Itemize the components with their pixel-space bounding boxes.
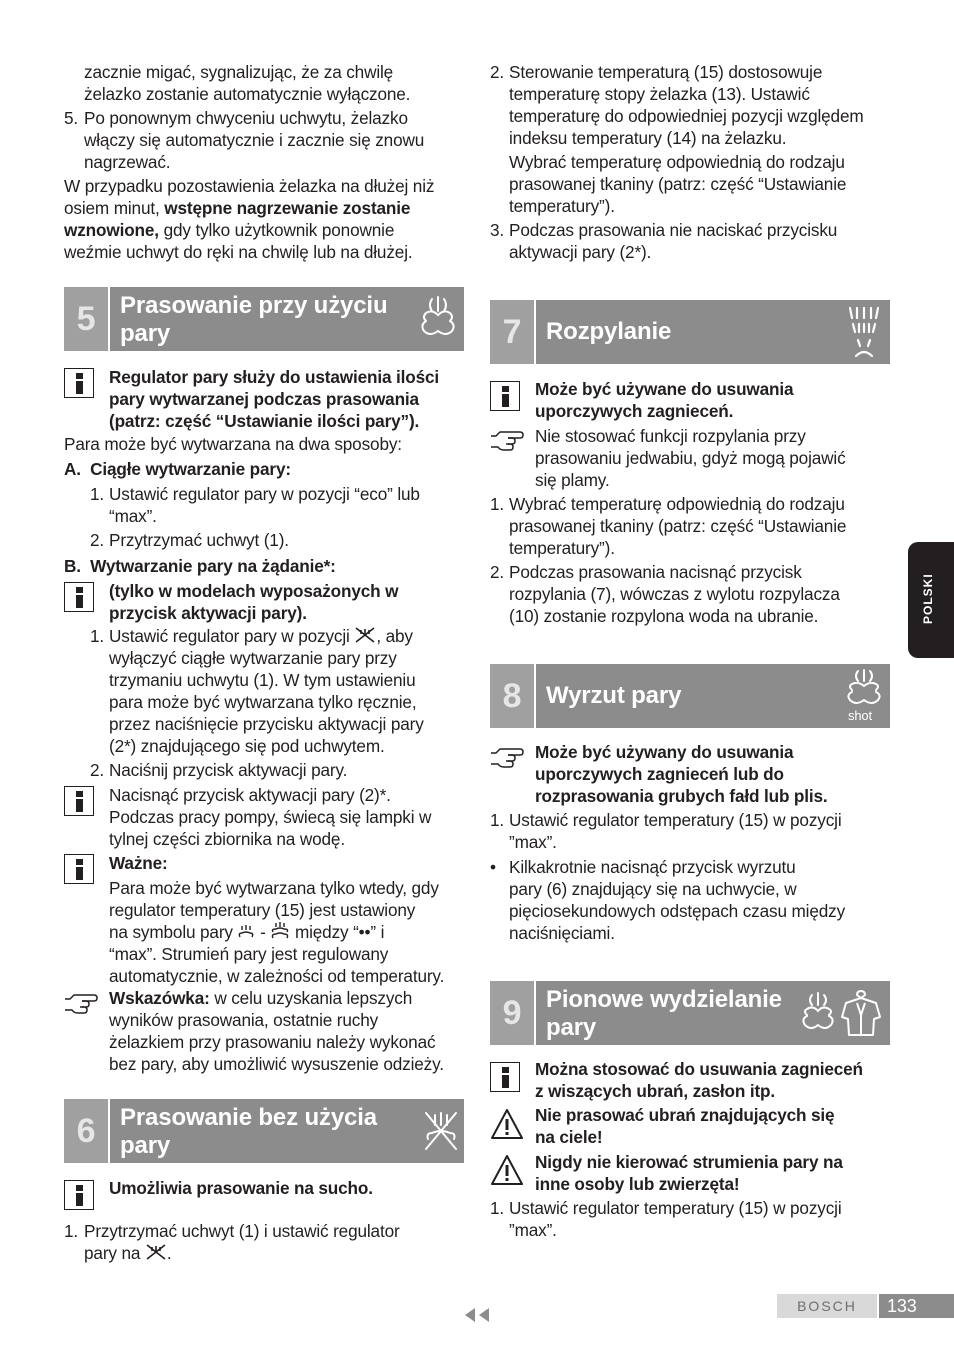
note-text: Umożliwia prasowanie na sucho. bbox=[109, 1178, 373, 1198]
item-number: 1. bbox=[490, 810, 505, 830]
item-text: Naciśnij przycisk aktywacji pary. bbox=[109, 760, 348, 780]
paragraph-line: weźmie uchwyt do ręki na chwilę lub na dłużej. bbox=[64, 242, 413, 262]
note-text: Może być używane do usuwania bbox=[535, 379, 794, 399]
item-text: (10) zostanie rozpylona woda na ubranie. bbox=[509, 606, 819, 626]
paragraph-line: Para może być wytwarzana na dwa sposoby: bbox=[64, 434, 402, 454]
language-tab bbox=[908, 542, 954, 658]
item-number: 1. bbox=[90, 484, 105, 504]
info-icon bbox=[490, 381, 520, 411]
item-text: Ustawić regulator pary w pozycji , aby bbox=[109, 626, 413, 646]
item-text: Przytrzymać uchwyt (1) i ustawić regulator bbox=[84, 1221, 400, 1241]
no-steam-icon bbox=[145, 1243, 167, 1261]
note-text: tylnej części zbiornika na wodę. bbox=[109, 829, 345, 849]
info-icon bbox=[490, 1062, 520, 1092]
important-text: regulator temperatury (15) jest ustawiony bbox=[109, 900, 416, 920]
item-text: prasowanej tkaniny (patrz: część “Ustawianie bbox=[509, 174, 847, 194]
item-text: przez naciśnięcie przycisku aktywacji pary bbox=[109, 714, 424, 734]
item-number: 3. bbox=[490, 220, 505, 240]
item-number: 2. bbox=[490, 562, 505, 582]
info-icon bbox=[64, 854, 94, 884]
hint-text: prasowaniu jedwabiu, gdyż mogą pojawić bbox=[535, 448, 846, 468]
steam-low-icon bbox=[237, 924, 255, 940]
item-text: włączy się automatycznie i zacznie się znowu bbox=[84, 130, 425, 150]
section-title: Pionowe wydzielanie pary bbox=[546, 986, 782, 1041]
item-text: Wybrać temperaturę odpowiednią do rodzaju bbox=[509, 152, 845, 172]
item-text: temperaturę do odpowiedniej pozycji względem bbox=[509, 106, 864, 126]
paragraph-line: osiem minut, wstępne nagrzewanie zostanie bbox=[64, 198, 411, 218]
note-text: Można stosować do usuwania zagnieceń bbox=[535, 1059, 863, 1079]
paragraph-line: wznowione, gdy tylko użytkownik ponownie bbox=[64, 220, 395, 240]
item-text: temperaturę stopy żelazka (13). Ustawić bbox=[509, 84, 810, 104]
hand-pointer-icon bbox=[490, 428, 524, 454]
warning-text: Nigdy nie kierować strumienia pary na bbox=[535, 1152, 843, 1172]
item-text: ”max”. bbox=[509, 1220, 557, 1240]
note-text: przycisk aktywacji pary). bbox=[109, 603, 307, 623]
footer-brand: BOSCH bbox=[777, 1294, 877, 1318]
tip-text: żelazkiem przy prasowaniu należy wykonać bbox=[109, 1032, 436, 1052]
bullet-text: pary (6) znajdujący się na uchwycie, w bbox=[509, 879, 797, 899]
item-number: 2. bbox=[90, 530, 105, 550]
steam-icon bbox=[418, 293, 458, 343]
bullet: • bbox=[490, 857, 496, 877]
item-text: Wybrać temperaturę odpowiednią do rodzaju bbox=[509, 494, 845, 514]
hand-pointer-icon bbox=[490, 745, 524, 771]
item-text: pary na . bbox=[84, 1243, 172, 1263]
warning-text: Nie prasować ubrań znajdujących się bbox=[535, 1105, 835, 1125]
tip-text: Wskazówka: w celu uzyskania lepszych bbox=[109, 988, 413, 1008]
item-text: aktywacji pary (2*). bbox=[509, 242, 652, 262]
section-7-header bbox=[490, 300, 890, 364]
item-text: Sterowanie temperaturą (15) dostosowuje bbox=[509, 62, 823, 82]
item-text: temperatury”). bbox=[509, 196, 615, 216]
note-text: pary wytwarzanej podczas prasowania bbox=[109, 389, 419, 409]
hint-text: Nie stosować funkcji rozpylania przy bbox=[535, 426, 806, 446]
item-text: Ustawić regulator pary w pozycji “eco” lub bbox=[109, 484, 420, 504]
section-title: Wyrzut pary bbox=[546, 682, 682, 709]
item-text: temperatury”). bbox=[509, 538, 615, 558]
paragraph-line: W przypadku pozostawienia żelazka na dłużej niż bbox=[64, 176, 435, 196]
bullet-text: Kilkakrotnie nacisnąć przycisk wyrzutu bbox=[509, 857, 796, 877]
language-tab-label: POLSKI bbox=[921, 573, 935, 624]
note-text: Podczas pracy pompy, świecą się lampki w bbox=[109, 807, 432, 827]
warning-icon bbox=[490, 1108, 524, 1140]
steam-high-icon bbox=[270, 922, 290, 940]
note-text: (tylko w modelach wyposażonych w bbox=[109, 581, 399, 601]
item-number: 1. bbox=[490, 494, 505, 514]
warning-text: na ciele! bbox=[535, 1127, 603, 1147]
section-6-header bbox=[64, 1099, 464, 1163]
item-text: wyłączyć ciągłe wytwarzanie pary przy bbox=[109, 648, 397, 668]
hint-text: uporczywych zagnieceń lub do bbox=[535, 764, 784, 784]
note-text: (patrz: część “Ustawianie ilości pary”). bbox=[109, 411, 420, 431]
warning-text: inne osoby lub zwierzęta! bbox=[535, 1174, 740, 1194]
subheading: A. Ciągłe wytwarzanie pary: bbox=[64, 459, 291, 479]
shot-icon bbox=[844, 668, 884, 708]
section-number: 6 bbox=[64, 1099, 110, 1163]
section-5-header bbox=[64, 287, 464, 351]
item-text: para może być wytwarzana tylko ręcznie, bbox=[109, 692, 417, 712]
spray-icon bbox=[846, 304, 882, 360]
vertical-steam-icon bbox=[840, 989, 882, 1037]
tip-text: bez pary, aby umożliwić wysuszenie odzieży. bbox=[109, 1054, 444, 1074]
item-number: 5. bbox=[64, 108, 79, 128]
hint-text: Może być używany do usuwania bbox=[535, 742, 794, 762]
item-text: trzymaniu uchwytu (1). W tym ustawieniu bbox=[109, 670, 416, 690]
intro-line: zacznie migać, sygnalizując, że za chwilę bbox=[84, 62, 394, 82]
page-number: 133 bbox=[879, 1294, 954, 1318]
hint-text: się plamy. bbox=[535, 470, 610, 490]
info-icon bbox=[64, 786, 94, 816]
item-text: Ustawić regulator temperatury (15) w pozycji bbox=[509, 1198, 842, 1218]
steam-icon bbox=[800, 989, 836, 1035]
section-number: 8 bbox=[490, 664, 536, 728]
item-number: 1. bbox=[490, 1198, 505, 1218]
section-number: 5 bbox=[64, 287, 110, 351]
item-number: 2. bbox=[90, 760, 105, 780]
warning-icon bbox=[490, 1154, 524, 1186]
info-icon bbox=[64, 582, 94, 612]
info-icon bbox=[64, 368, 94, 398]
subheading: B. Wytwarzanie pary na żądanie*: bbox=[64, 556, 336, 576]
item-number: 2. bbox=[490, 62, 505, 82]
item-text: “max”. bbox=[109, 506, 157, 526]
item-text: Podczas prasowania nacisnąć przycisk bbox=[509, 562, 802, 582]
section-number: 7 bbox=[490, 300, 536, 364]
important-text: na symbolu pary - między “••” i bbox=[109, 922, 385, 942]
important-text: automatycznie, w zależności od temperatury. bbox=[109, 966, 445, 986]
section-title: Prasowanie bez użycia pary bbox=[120, 1104, 377, 1159]
info-icon bbox=[64, 1180, 94, 1210]
bullet-text: pięciosekundowych odstępach czasu między bbox=[509, 901, 846, 921]
item-text: indeksu temperatury (14) na żelazku. bbox=[509, 128, 787, 148]
note-text: Regulator pary służy do ustawienia ilości bbox=[109, 367, 440, 387]
section-title: Rozpylanie bbox=[546, 318, 672, 345]
important-text: Para może być wytwarzana tylko wtedy, gdy bbox=[109, 878, 439, 898]
item-text: rozpylania (7), wówczas z wylotu rozpylacza bbox=[509, 584, 840, 604]
section-9-header bbox=[490, 981, 890, 1045]
no-steam-icon bbox=[422, 1109, 460, 1153]
item-number: 1. bbox=[90, 626, 105, 646]
important-label: Ważne: bbox=[109, 853, 168, 873]
note-text: Nacisnąć przycisk aktywacji pary (2)*. bbox=[109, 785, 391, 805]
item-number: 1. bbox=[64, 1221, 79, 1241]
intro-line: żelazko zostanie automatycznie wyłączone. bbox=[84, 84, 411, 104]
section-number: 9 bbox=[490, 981, 536, 1045]
tip-text: wyników prasowania, ostatnie ruchy bbox=[109, 1010, 379, 1030]
bullet-text: naciśnięciami. bbox=[509, 923, 615, 943]
shot-label: shot bbox=[848, 708, 872, 723]
note-text: z wiszących ubrań, zasłon itp. bbox=[535, 1081, 776, 1101]
hand-pointer-icon bbox=[64, 991, 98, 1017]
item-text: Przytrzymać uchwyt (1). bbox=[109, 530, 289, 550]
back-arrows-icon bbox=[463, 1307, 493, 1323]
item-text: ”max”. bbox=[509, 832, 557, 852]
note-text: uporczywych zagnieceń. bbox=[535, 401, 734, 421]
item-text: Po ponownym chwyceniu uchwytu, żelazko bbox=[84, 108, 408, 128]
item-text: Ustawić regulator temperatury (15) w pozycji bbox=[509, 810, 842, 830]
item-text: prasowanej tkaniny (patrz: część “Ustawianie bbox=[509, 516, 847, 536]
item-text: nagrzewać. bbox=[84, 152, 171, 172]
section-title: Prasowanie przy użyciu pary bbox=[120, 292, 388, 347]
important-text: “max”. Strumień pary jest regulowany bbox=[109, 944, 389, 964]
section-8-header bbox=[490, 664, 890, 728]
hint-text: rozprasowania grubych fałd lub plis. bbox=[535, 786, 828, 806]
item-text: Podczas prasowania nie naciskać przycisku bbox=[509, 220, 838, 240]
item-text: (2*) znajdującego się pod uchwytem. bbox=[109, 736, 385, 756]
no-steam-icon bbox=[354, 626, 376, 644]
